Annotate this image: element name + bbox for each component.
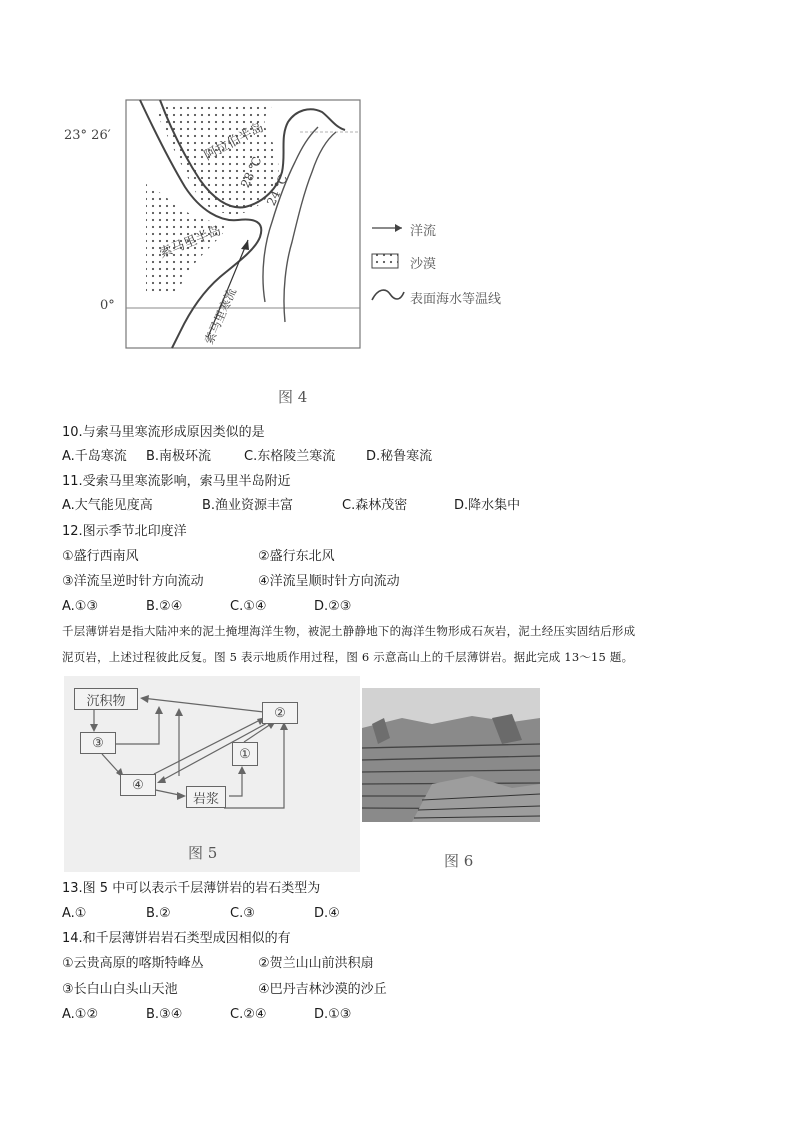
question-14-stem: 14.和千层薄饼岩岩石类型成因相似的有	[62, 931, 291, 946]
q14-option-d[interactable]: D.①③	[314, 1007, 352, 1022]
figure-6	[362, 688, 540, 822]
q11-option-b[interactable]: B.渔业资源丰富	[202, 498, 294, 513]
q12-option-a[interactable]: A.①③	[62, 599, 99, 614]
isotherm-24-label: 24 ℃	[264, 172, 291, 208]
figure-4	[60, 92, 540, 357]
legend-desert-label: 沙漠	[410, 257, 437, 272]
q14-option-c[interactable]: C.②④	[230, 1007, 267, 1022]
region-label-somali: 索马里半岛	[157, 223, 224, 262]
q14-option-b[interactable]: B.③④	[146, 1007, 183, 1022]
q11-option-a[interactable]: A.大气能见度高	[62, 498, 153, 513]
passage-line-2: 泥页岩，上述过程彼此反复。图 5 表示地质作用过程，图 6 示意高山上的千层薄饼岩。据此完成 13～15 题。	[62, 650, 634, 664]
question-11-stem: 11.受索马里寒流影响，索马里半岛附近	[62, 474, 291, 489]
figure-4-caption: 图 4	[278, 388, 308, 406]
q12-option-b[interactable]: B.②④	[146, 599, 183, 614]
q14-item-1: ①云贵高原的喀斯特峰丛	[62, 956, 204, 971]
q14-option-a[interactable]: A.①②	[62, 1007, 99, 1022]
q13-option-a[interactable]: A.①	[62, 906, 87, 921]
q12-item-1: ①盛行西南风	[62, 549, 139, 564]
node-magma: 岩浆	[186, 786, 226, 808]
figure-6-photo	[362, 688, 540, 822]
region-label-arabia: 阿拉伯半岛	[201, 120, 267, 164]
q13-option-c[interactable]: C.③	[230, 906, 255, 921]
q12-option-c[interactable]: C.①④	[230, 599, 267, 614]
q14-item-3: ③长白山白头山天池	[62, 982, 178, 997]
q10-option-b[interactable]: B.南极环流	[146, 449, 212, 464]
node-1: ①	[232, 742, 258, 766]
q12-item-2: ②盛行东北风	[258, 549, 335, 564]
q12-item-4: ④洋流呈顺时针方向流动	[258, 574, 400, 589]
node-2: ②	[262, 702, 298, 724]
current-arrowhead	[241, 240, 249, 250]
q10-option-c[interactable]: C.东格陵兰寒流	[244, 449, 336, 464]
current-label: 索马里寒流	[201, 285, 240, 347]
latitude-tropic-label: 23° 26′	[64, 128, 111, 143]
node-4: ④	[120, 774, 156, 796]
node-sediment: 沉积物	[74, 688, 138, 710]
question-13-stem: 13.图 5 中可以表示千层薄饼岩的岩石类型为	[62, 881, 321, 896]
figure-4-map	[60, 92, 540, 357]
q12-item-3: ③洋流呈逆时针方向流动	[62, 574, 204, 589]
q14-item-2: ②贺兰山山前洪积扇	[258, 956, 374, 971]
isotherm-28-label: 28 ℃	[238, 154, 265, 190]
legend-isotherm-label: 表面海水等温线	[410, 292, 502, 307]
q11-option-d[interactable]: D.降水集中	[454, 498, 521, 513]
q11-option-c[interactable]: C.森林茂密	[342, 498, 408, 513]
q12-option-d[interactable]: D.②③	[314, 599, 352, 614]
reading-passage	[62, 618, 742, 670]
q14-item-4: ④巴丹吉林沙漠的沙丘	[258, 982, 387, 997]
q10-option-a[interactable]: A.千岛寒流	[62, 449, 127, 464]
isotherm-24	[284, 132, 336, 322]
q13-option-b[interactable]: B.②	[146, 906, 171, 921]
question-12-stem: 12.图示季节北印度洋	[62, 524, 187, 539]
question-10-stem: 10.与索马里寒流形成原因类似的是	[62, 425, 265, 440]
legend-current-label: 洋流	[410, 224, 437, 239]
node-3: ③	[80, 732, 116, 754]
q13-option-d[interactable]: D.④	[314, 906, 340, 921]
figure-5-caption: 图 5	[188, 844, 218, 862]
latitude-equator-label: 0°	[100, 298, 115, 313]
q10-option-d[interactable]: D.秘鲁寒流	[366, 449, 433, 464]
figure-6-caption: 图 6	[444, 852, 474, 870]
passage-line-1: 千层薄饼岩是指大陆冲来的泥土掩埋海洋生物，被泥土静静地下的海洋生物形成石灰岩，泥土经压实固结后形成	[62, 624, 636, 638]
figure-5	[64, 676, 360, 872]
